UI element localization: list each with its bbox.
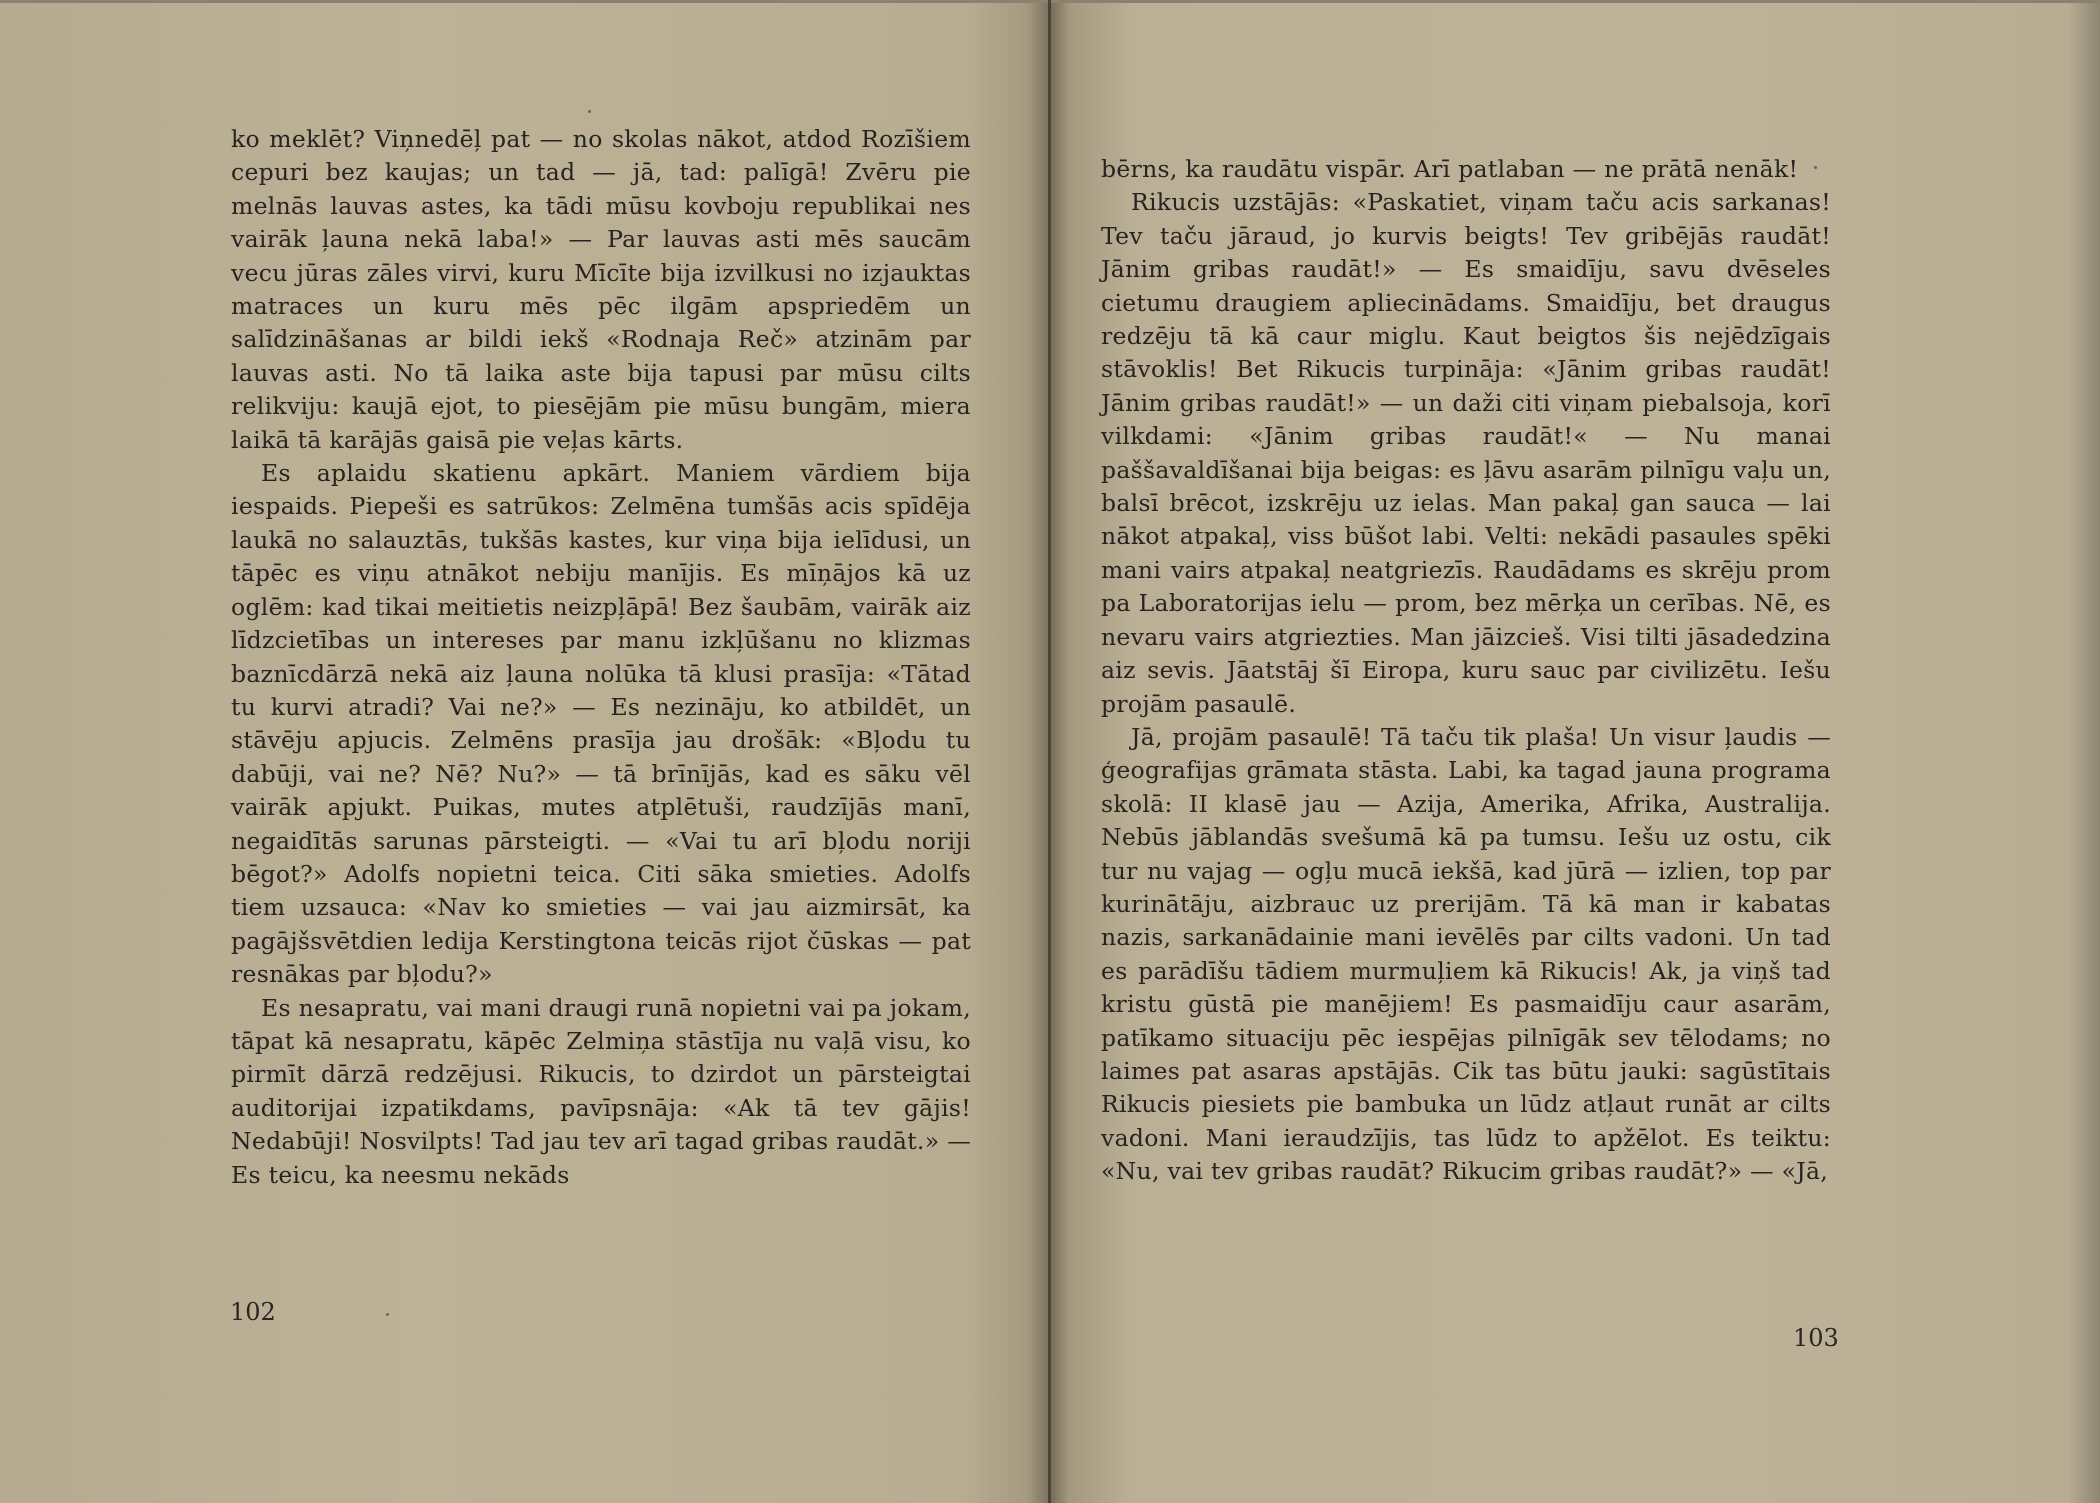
right-page-number: 103 — [1793, 1324, 1839, 1352]
book-gutter — [1048, 0, 1051, 1503]
left-paragraph-1: ko meklēt? Viņnedēļ pat — no skolas nākot, atdod Rozīšiem cepuri bez kaujas; un tad — jā, tad: palīgā! Zvēru pie melnās lauvas astes, ka tādi mūsu kovboju republikai nes vairāk ļauna nekā laba!» — Par lauvas asti mēs saucām vecu jūras zāles virvi, kuru Mīcīte bija izvilkusi no izjauktas matraces un kuru mēs pēc ilgām apspriedēm un salīdzināšanas ar bildi iekš «Rodnaja Reč» atzinām par lauvas asti. No tā laika aste bija tapusi par mūsu cilts relikviju: kaujā ejot, to piesējām pie mūsu bungām, miera laikā tā karājās gaisā pie veļas kārts. — [231, 125, 971, 454]
left-paragraph-2: Es aplaidu skatienu apkārt. Maniem vārdiem bija iespaids. Piepeši es satrūkos: Zelmēna tumšās acis spīdēja laukā no salauztās, tukšās kastes, kur viņa bija ielīdusi, un tāpēc es viņu atnākot nebiju manījis. Es mīņājos kā uz oglēm: kad tikai meitietis neizpļāpā! Bez šaubām, vairāk aiz līdzcietības un intereses par manu izkļūšanu no klizmas baznīcdārzā nekā aiz ļauna nolūka tā klusi prasīja: «Tātad tu kurvi atradi? Vai ne?» — Es nezināju, ko atbildēt, un stāvēju apjucis. Zelmēns prasīja jau drošāk: «Bļodu tu dabūji, vai ne? Nē? Nu?» — tā brīnījās, kad es sāku vēl vairāk apjukt. Puikas, mutes atplētuši, raudzījās manī, negaidītās sarunas pārsteigti. — «Vai tu arī bļodu noriji bēgot?» Adolfs nopietni teica. Citi sāka smieties. Adolfs tiem uzsauca: «Nav ko smieties — vai jau aizmirsāt, ka pagājšsvētdien ledija Kerstingtona teicās rijot čūskas — pat resnākas par bļodu?» — [231, 459, 971, 989]
paper-speck — [1814, 166, 1817, 169]
right-paragraph-2: Rikucis uzstājās: «Paskatiet, viņam taču acis sarkanas! Tev taču jāraud, jo kurvis beigts! Tev gribējās raudāt! Jānim gribas raudāt!» — Es smaidīju, savu dvēseles cietumu draugiem apliecinādams. Smaidīju, bet draugus redzēju tā kā caur miglu. Kaut beigtos šis nejēdzīgais stāvoklis! Bet Rikucis turpināja: «Jānim gribas raudāt! Jānim gribas raudāt!» — un daži citi viņam piebalsoja, korī vilkdami: «Jānim gribas raudāt!« — Nu manai paššavaldīšanai bija beigas: es ļāvu asarām pilnīgu vaļu un, balsī brēcot, izskrēju uz ielas. Man pakaļ gan sauca — lai nākot atpakaļ, viss būšot labi. Velti: nekādi pasaules spēki mani vairs atpakaļ neatgriezīs. Raudādams es skrēju prom pa Laboratorijas ielu — prom, bez mērķa un cerības. Nē, es nevaru vairs atgriezties. Man jāizcieš. Visi tilti jāsadedzina aiz sevis. Jāatstāj šī Eiropa, kuru sauc par civilizētu. Iešu projām pasaulē. — [1101, 188, 1831, 718]
left-paragraph-3: Es nesapratu, vai mani draugi runā nopietni vai pa jokam, tāpat kā nesapratu, kāpēc Zelmiņa stāstīja nu vaļā visu, ko pirmīt dārzā redzējusi. Rikucis, to dzirdot un pārsteigtai auditorijai izpatikdams, pavīpsnāja: «Ak tā tev gājis! Nedabūji! Nosvilpts! Tad jau tev arī tagad gribas raudāt.» — Es teicu, ka neesmu nekāds — [231, 993, 971, 1189]
left-page — [0, 0, 1048, 1503]
right-page-text — [1101, 153, 1831, 1189]
paper-speck — [386, 1313, 389, 1316]
paper-speck — [588, 110, 591, 113]
right-page — [1048, 0, 2100, 1503]
right-paragraph-3: Jā, projām pasaulē! Tā taču tik plaša! Un visur ļaudis — ģeografijas grāmata stāsta. Labi, ka tagad jauna programa skolā: II klasē jau — Azija, Amerika, Afrika, Australija. Nebūs jāblandās svešumā kā pa tumsu. Iešu uz ostu, cik tur nu vajag — ogļu mucā iekšā, kad jūrā — izlien, top par kurinātāju, aizbrauc uz prerijām. Tā kā man ir kabatas nazis, sarkanādainie mani ievēlēs par cilts vadoni. Un tad es parādīšu tādiem murmuļiem kā Rikucis! Ak, ja viņš tad kristu gūstā pie manējiem! Es pasmaidīju caur asarām, patīkamo situaciju pēc iespējas pilnīgāk sev tēlodams; no laimes pat asaras apstājās. Cik tas būtu jauki: sagūstītais Rikucis piesiets pie bambuka un lūdz atļaut runāt ar cilts vadoni. Mani ieraudzījis, tas lūdz to apžēlot. Es teiktu: «Nu, vai tev gribas raudāt? Rikucim gribas raudāt?» — «Jā, — [1101, 722, 1831, 1186]
left-page-text — [231, 123, 971, 1192]
right-paragraph-1: bērns, ka raudātu vispār. Arī patlaban — ne prātā nenāk! — [1101, 155, 1799, 183]
left-page-number: 102 — [230, 1298, 276, 1326]
